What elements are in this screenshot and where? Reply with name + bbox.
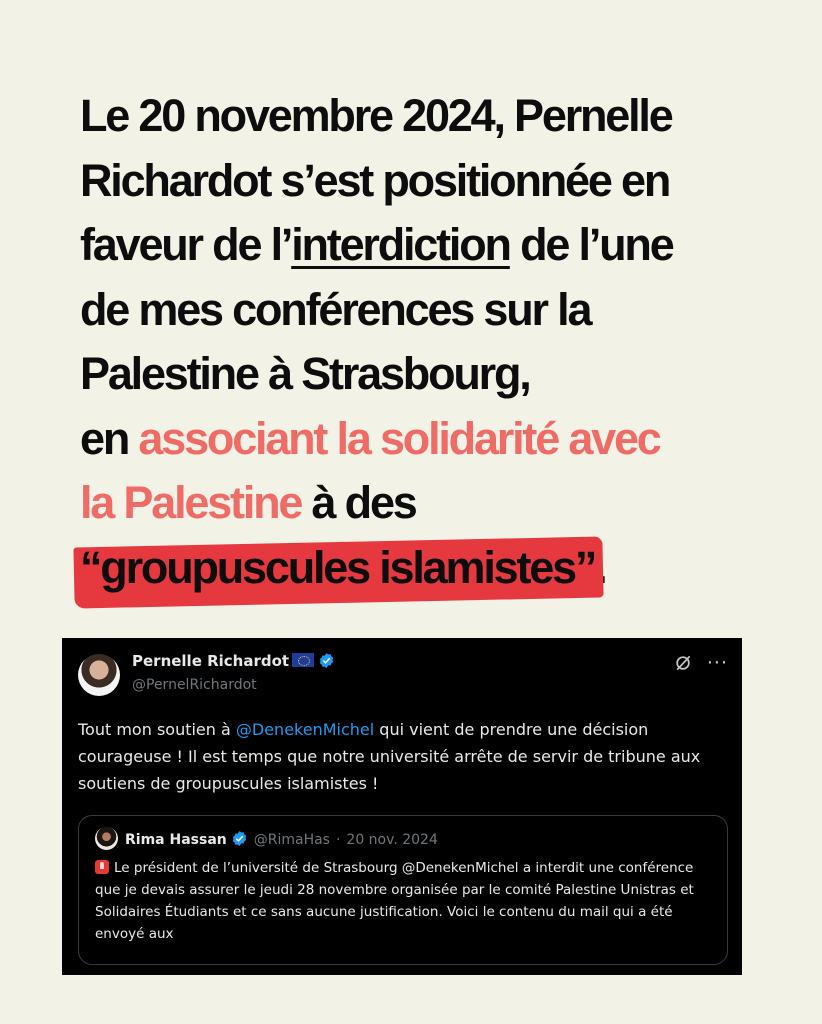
tweet-text: Tout mon soutien à	[78, 720, 236, 739]
headline-line: Le 20 novembre 2024, Pernelle	[80, 90, 672, 141]
headline-text: à des	[301, 477, 416, 528]
headline-text: faveur de l’	[80, 219, 292, 270]
avatar[interactable]	[78, 654, 120, 696]
verified-badge-icon	[231, 830, 248, 847]
more-icon[interactable]: ···	[706, 652, 728, 674]
avatar	[95, 827, 118, 850]
tweet-screenshot	[62, 638, 742, 975]
underlined-word: interdiction	[291, 219, 510, 270]
headline-line	[80, 407, 770, 472]
headline-line	[80, 213, 770, 278]
quoted-author-name: Rima Hassan	[125, 832, 227, 848]
siren-icon	[95, 860, 109, 874]
headline-line	[80, 471, 770, 536]
headline-text: de l’une	[509, 219, 673, 270]
headline-line	[80, 536, 770, 601]
headline-text: en	[80, 412, 139, 464]
quoted-handle: @RimaHas	[253, 832, 330, 848]
headline	[80, 84, 770, 600]
headline-line: Palestine à Strasbourg,	[80, 348, 530, 399]
headline-line: de mes conférences sur la	[80, 283, 591, 335]
headline-text: .	[595, 541, 606, 593]
quoted-tweet[interactable]	[78, 815, 728, 965]
headline-line: Richardot s’est positionnée en	[80, 154, 670, 206]
quoted-author-row	[125, 830, 438, 848]
author-name-row	[132, 652, 335, 670]
author-handle[interactable]: @PernelRichardot	[132, 677, 257, 693]
marker-highlight: “groupuscules islamistes”	[80, 536, 595, 601]
quoted-date: 20 nov. 2024	[346, 832, 438, 848]
tweet-body	[78, 716, 728, 797]
separator: ·	[335, 832, 341, 848]
author-name[interactable]: Pernelle Richardot	[132, 652, 290, 670]
mention-link[interactable]: @DenekenMichel	[235, 720, 375, 739]
eu-flag-icon	[292, 653, 314, 667]
quoted-tweet-text: Le président de l’université de Strasbourg @DenekenMichel a interdit une conférence que je devais assurer le jeudi 28 novembre organisée par le comité Palestine Unistras et Solidaires Étudiants et ce sans aucune justification. Voici le contenu du mail qui a été envoyé aux	[95, 860, 694, 942]
verified-badge-icon	[318, 652, 335, 669]
quoted-tweet-body	[95, 857, 715, 945]
red-emphasis: la Palestine	[80, 477, 302, 528]
grok-icon[interactable]	[673, 653, 693, 673]
tweet-text: qui vient de prendre une décision courageuse ! Il est temps que notre université arrête de servir de tribune aux soutiens de groupuscules islamistes !	[78, 720, 701, 793]
tweet-actions	[673, 653, 728, 673]
red-emphasis: associant la solidarité avec	[138, 412, 660, 464]
